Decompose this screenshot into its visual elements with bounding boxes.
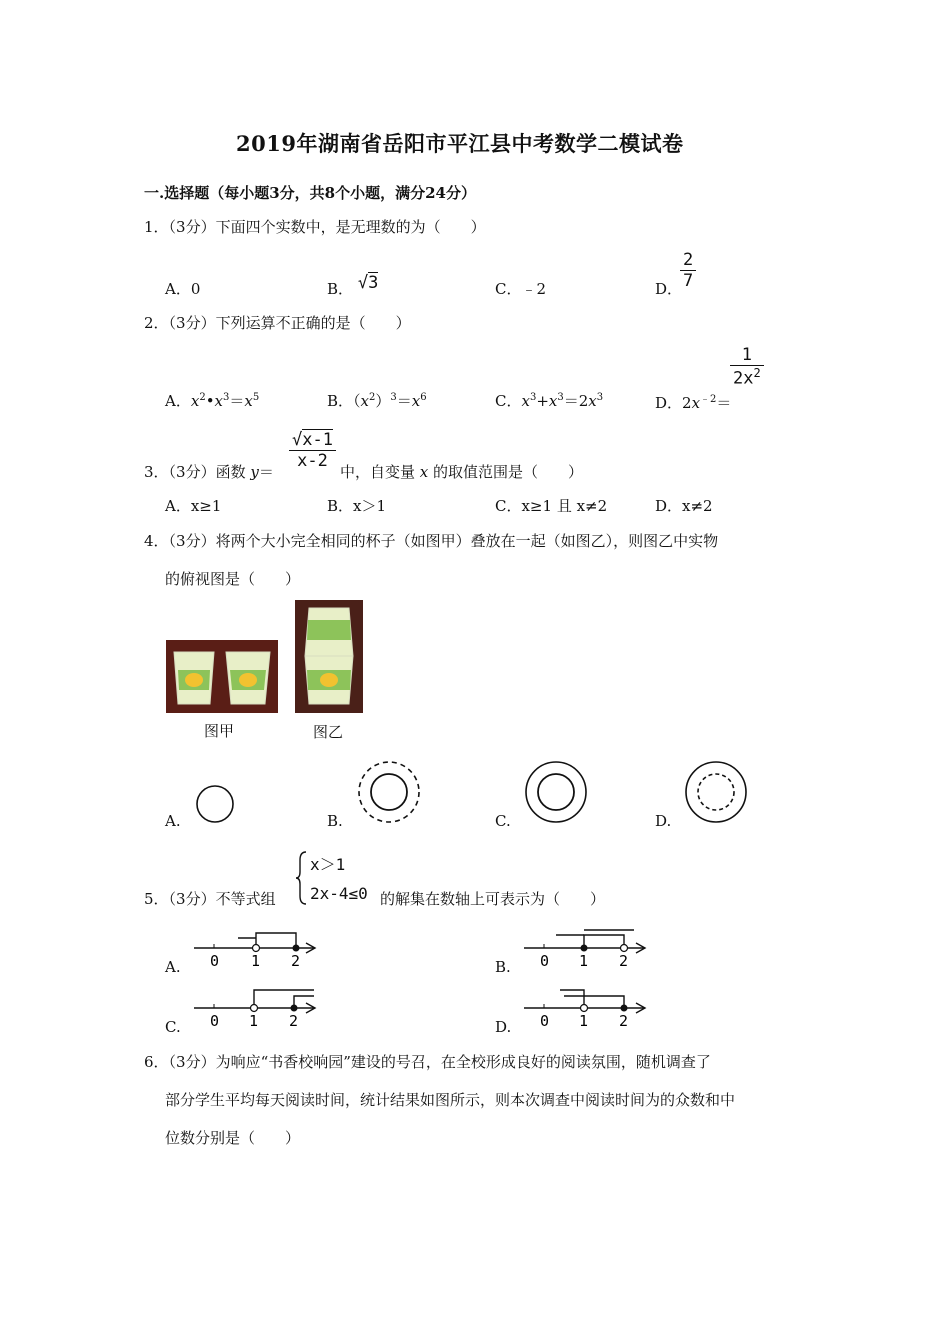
- page-title: 2019年湖南省岳阳市平江县中考数学二模试卷: [236, 131, 684, 156]
- tick-2: 2: [291, 952, 301, 970]
- q4-option-d-dashed-inner-circle: [684, 760, 748, 824]
- tick-0: 0: [210, 952, 220, 970]
- q5-option-b-label: B.: [495, 958, 511, 976]
- q5-system-line2: 2x-4≤0: [310, 884, 368, 903]
- q2-option-b: B．$(x^2)^3=x^6$: [327, 392, 427, 410]
- tick-2: 2: [619, 1012, 629, 1030]
- tick-0: 0: [210, 1012, 220, 1030]
- q3-option-c: C．x≥1 且 x≠2: [495, 497, 608, 515]
- q5-system-line1: x＞1: [310, 855, 346, 874]
- q4-option-c-label: C.: [495, 812, 511, 830]
- q5-option-a-number-line: [190, 922, 320, 972]
- q2-d-fraction: $\frac{1}{2x^2}$: [730, 345, 764, 389]
- q1-option-b: B． √3: [327, 273, 379, 298]
- q1-option-d: D．: [655, 280, 683, 298]
- q4-stem-line1: 4．（3分）将两个大小完全相同的杯子（如图甲）叠放在一起（如图乙），则图乙中实物: [144, 532, 719, 550]
- q3-option-a: A．x≥1: [165, 497, 222, 515]
- q4-option-b-dashed-outer-circle: [357, 760, 421, 824]
- section-header: 一.选择题（每小题3分，共8个小题，满分24分）: [144, 184, 476, 202]
- q3-option-b: B．x＞1: [327, 497, 387, 515]
- q4-option-b-label: B.: [327, 812, 343, 830]
- q6-stem-line3: 位数分别是（ ）: [165, 1129, 301, 1147]
- photo-cups-stacked: [295, 600, 363, 713]
- tick-0: 0: [540, 952, 550, 970]
- q1-option-a: A．0: [165, 280, 201, 298]
- q1-stem: 1．（3分）下面四个实数中，是无理数的为（ ）: [144, 218, 486, 236]
- q5-option-a-label: A.: [165, 958, 181, 976]
- q4-option-a-label: A.: [165, 812, 181, 830]
- q2-option-a: A．$x^2•x^3=x^5$: [165, 392, 260, 410]
- caption-figure-b: 图乙: [313, 723, 344, 741]
- q3-option-d: D．x≠2: [655, 497, 713, 515]
- tick-1: 1: [249, 1012, 259, 1030]
- q5-stem-pre: 5．（3分）不等式组: [144, 890, 276, 908]
- q6-stem-line2: 部分学生平均每天阅读时间，统计结果如图所示，则本次调查中阅读时间为的众数和中: [165, 1091, 736, 1109]
- q5-stem-post: 的解集在数轴上可表示为（ ）: [380, 890, 606, 908]
- tick-2: 2: [289, 1012, 299, 1030]
- tick-0: 0: [540, 1012, 550, 1030]
- brace-icon: [296, 850, 308, 906]
- sqrt-3: √3: [357, 273, 379, 293]
- q5-option-b-number-line: [520, 922, 650, 972]
- tick-2: 2: [619, 952, 629, 970]
- q5-option-c-number-line: [190, 982, 320, 1032]
- q5-option-d-label: D.: [495, 1018, 512, 1036]
- q4-option-d-label: D.: [655, 812, 672, 830]
- q2-option-c: C．$x^3+x^3=2x^3$: [495, 392, 604, 410]
- q4-stem-line2: 的俯视图是（ ）: [165, 570, 301, 588]
- photo-cups-side-by-side: [166, 640, 278, 713]
- q3-stem-post: 中，自变量 x 的取值范围是（ ）: [340, 463, 584, 481]
- q5-option-d-number-line: [520, 982, 650, 1032]
- q1-option-c: C．﹣2: [495, 280, 547, 298]
- q4-option-a-single-circle: [194, 783, 236, 825]
- q2-option-d: D．$2x^{﹣2}=$: [655, 394, 732, 412]
- tick-1: 1: [579, 1012, 589, 1030]
- caption-figure-a: 图甲: [204, 722, 235, 740]
- q4-option-c-concentric-circles: [524, 760, 588, 824]
- q1-d-fraction: $\frac{2}{7}$: [680, 250, 696, 291]
- tick-1: 1: [579, 952, 589, 970]
- q3-fraction: $\frac{√x-1}{x-2}$: [289, 430, 336, 471]
- q3-stem-pre: 3．（3分）函数 y＝: [144, 463, 274, 481]
- q6-stem-line1: 6．（3分）为响应“书香校响园”建设的号召，在全校形成良好的阅读氛围，随机调查了: [144, 1053, 711, 1071]
- tick-1: 1: [251, 952, 261, 970]
- q2-stem: 2．（3分）下列运算不正确的是（ ）: [144, 314, 411, 332]
- q5-option-c-label: C.: [165, 1018, 181, 1036]
